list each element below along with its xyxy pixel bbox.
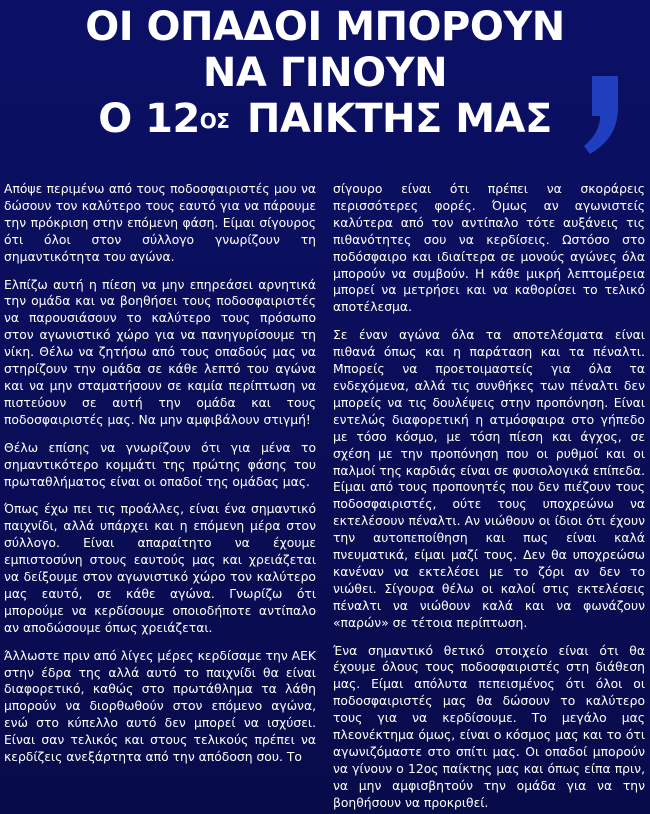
headline-line-2: ΝΑ ΓΙΝΟΥΝ: [202, 50, 448, 96]
paragraph: Όπως έχω πει τις προάλλες, είναι ένα σημαντικό παιχνίδι, αλλά υπάρχει και η επόμενη μέρα στον σύλλογο. Είναι απαραίτητο να έχουμε εμπιστοσύνη στους εαυτούς μας και χρειάζεται να δείξουμε στον αγωνιστικό χώρο τον καλύτερο μας εαυτό, σε κάθε αγώνα. Γνωρίζω ότι μπορούμε να κερδίσουμε οποιοδήποτε αντίπαλο αν αποδώσουμε όπως χρειάζεται.: [4, 502, 316, 635]
headline-superscript: ΟΣ: [199, 109, 230, 133]
paragraph: Ένα σημαντικό θετικό στοιχείο είναι ότι θα έχουμε όλους τους ποδοσφαιριστές στη διάθεση μας. Είμαι απόλυτα πεπεισμένος ότι όλοι οι ποδοσφαιριστές μας θα δώσουν το καλύτερο τους για να κερδίσουμε. Το μεγάλο μας πλεονέκτημα όμως, είναι ο κόσμος μας και το ότι αγωνιζόμαστε στο σπίτι μας. Οι οπαδοί μπορούν να γίνουν ο 12ος παίκτης μας και όπως είπα πριν, να μην αμφισβητούν την ομάδα για να την βοηθήσουν να προκριθεί.: [333, 643, 645, 810]
headline-line-3: [0, 96, 650, 142]
paragraph: σίγουρο είναι ότι πρέπει να σκοράρεις περισσότερες φορές. Όμως αν αγωνιστείς καλύτερα από τον αντίπαλο τότε αυξάνεις τις πιθανότητες σου να κερδίσεις. Ωστόσο στο ποδόσφαιρο και ιδιαίτερα σε μονούς αγώνες όλα μπορούν να συμβούν. Η κάθε μικρή λεπτομέρεια μπορεί να μετρήσει και να καθορίσει το τελικό αποτέλεσμα.: [333, 182, 645, 315]
headline-line-3-suffix: ΠΑΙΚΤΗΣ ΜΑΣ: [246, 96, 552, 142]
article-body: [4, 181, 646, 811]
right-column: [333, 181, 645, 811]
headline-line-1: ΟΙ ΟΠΑΔΟΙ ΜΠΟΡΟΥΝ: [85, 4, 565, 50]
paragraph: Ελπίζω αυτή η πίεση να μην επηρεάσει αρνητικά την ομάδα και να βοηθήσει τους ποδοσφαιριστές να παρουσιάσουν το καλύτερο τους πρόσωπο στον αγωνιστικό χώρο για να πανηγυρίσουμε τη νίκη. Θέλω να ζητήσω από τους οπαδούς μας να στηρίζουν την ομάδα σε κάθε λεπτό του αγώνα και να μην σταματήσουν σε καμία περίπτωση να πιστεύουν σε αυτή την ομάδα και τους ποδοσφαιριστές μας. Να μην αμφιβάλουν στιγμή!: [4, 277, 316, 427]
paragraph: Απόψε περιμένω από τους ποδοσφαιριστές μου να δώσουν τον καλύτερο τους εαυτό για να πάρουμε την πρόκριση στην επόμενη φάση. Είμαι σίγουρος ότι όλοι στον σύλλογο γνωρίζουν τη σημαντικότητα του αγώνα.: [4, 182, 316, 264]
left-column: [4, 181, 316, 811]
paragraph: Θέλω επίσης να γνωρίζουν ότι για μένα το σημαντικότερο κομμάτι της πρώτης φάσης του πρωταθλήματος είναι οι οπαδοί της ομάδας μας.: [4, 440, 316, 489]
paragraph: Άλλωστε πριν από λίγες μέρες κερδίσαμε την ΑΕΚ στην έδρα της αλλά αυτό το παιχνίδι θα είναι διαφορετικό, καθώς στο πρωτάθλημα τα λάθη μπορούν να διορθωθούν στον επόμενο αγώνα, ενώ στο κύπελλο αυτό δεν μπορεί να ισχύσει. Είναι σαν τελικός και στους τελικούς πρέπει να κερδίζεις ανεξάρτητα από την απόδοση σου. Το: [4, 648, 316, 765]
closing-quote-icon: [578, 62, 650, 162]
page-title: [0, 4, 650, 142]
paragraph: Σε έναν αγώνα όλα τα αποτελέσματα είναι πιθανά όπως και η παράταση και τα πέναλτι. Μπορείς να προετοιμαστείς για όλα τα ενδεχόμενα, αλλά τις συνθήκες των πέναλτι δεν μπορείς να τις δουλέψεις στην προπόνηση. Είναι εντελώς διαφορετική η ατμόσφαιρα στο γήπεδο με τόσο κόσμο, με τόση πίεση και άγχος, σε σχέση με την προπόνηση που οι ρυθμοί και οι παλμοί της καρδιάς είναι σε φυσιολογικά επίπεδα. Είμαι από τους προπονητές που δεν πιέζουν τους ποδοσφαιριστές, ούτε τους υποχρεώνω να εκτελέσουν πέναλτι. Αν νιώθουν οι ίδιοι ότι έχουν την αυτοπεποίθηση και πως είναι καλά πνευματικά, είμαι μαζί τους. Δεν θα υποχρεώσω κανέναν να εκτελέσει με το ζόρι αν δεν το νιώθει. Σίγουρα θέλω οι καλοί στις εκτελέσεις πέναλτι να νιώθουν καλά και να φωνάζουν «παρών» σε τέτοια περίπτωση.: [333, 328, 645, 630]
headline-line-3-prefix: Ο 12: [98, 96, 200, 142]
